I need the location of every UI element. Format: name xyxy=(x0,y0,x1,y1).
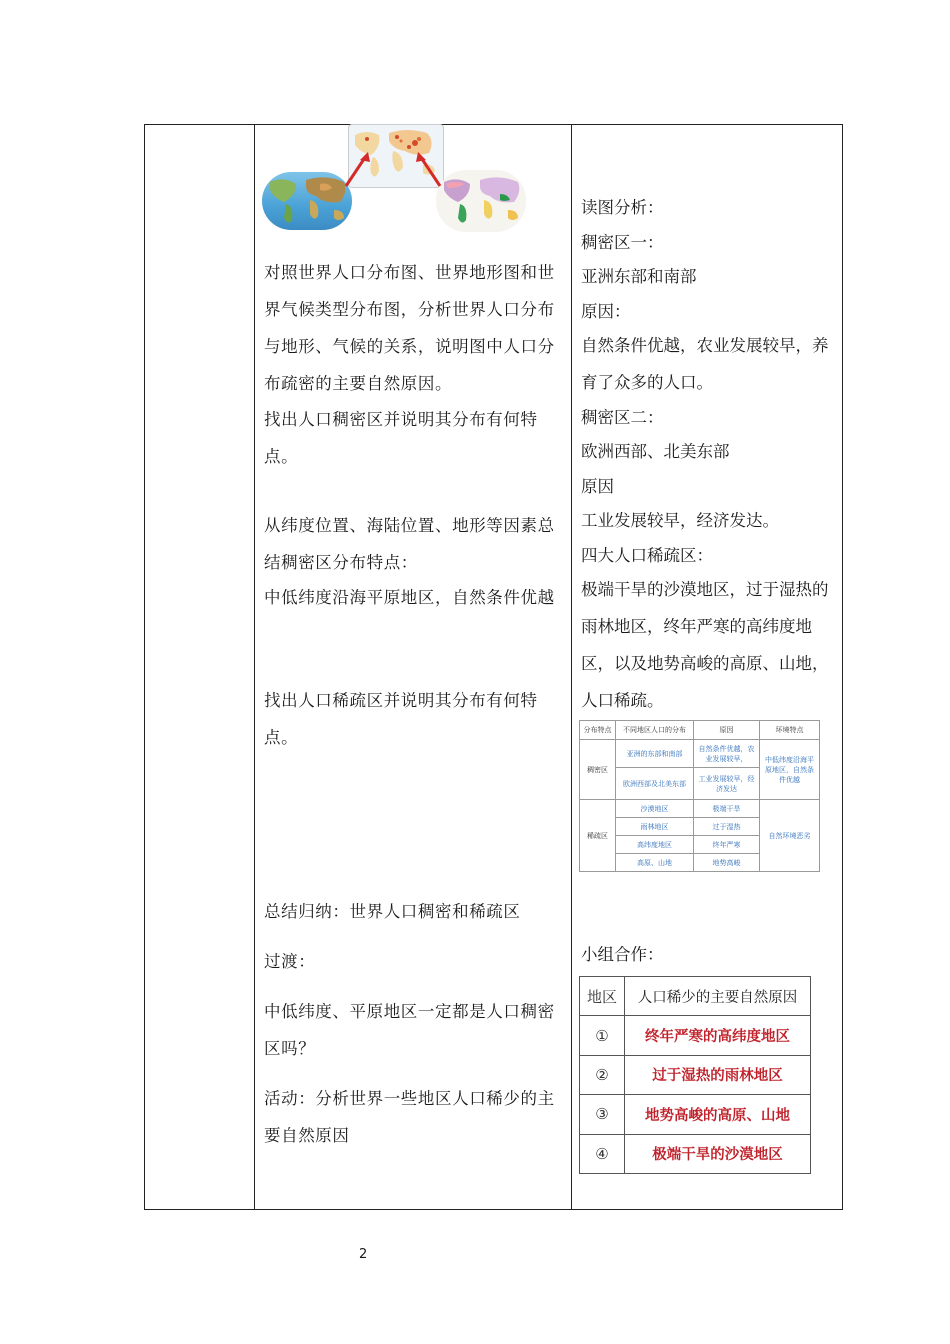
right-para-dense-1: 稠密区一： xyxy=(581,233,664,252)
left-para-conclusion: 总结归纳：世界人口稠密和稀疏区 xyxy=(264,902,521,921)
right-para-sparse: 四大人口稀疏区： xyxy=(581,546,713,565)
right-para-reason-2-text: 工业发展较早，经济发达。 xyxy=(581,511,779,530)
coop-row-reason: 过于湿热的雨林地区 xyxy=(625,1055,811,1094)
left-para-dense-feature: 中低纬度沿海平原地区，自然条件优越 xyxy=(264,588,555,607)
coop-row-num: ① xyxy=(580,1016,625,1055)
left-para-activity: 活动：分析世界一些地区人口稀少的主要自然原因 xyxy=(264,1089,555,1145)
coop-row-reason: 极端干旱的沙漠地区 xyxy=(625,1134,811,1173)
left-para-dense-question: 找出人口稠密区并说明其分布有何特点。 xyxy=(264,410,538,466)
coop-row-num: ② xyxy=(580,1055,625,1094)
coop-row-num: ④ xyxy=(580,1134,625,1173)
coop-row-num: ③ xyxy=(580,1095,625,1134)
right-para-read: 读图分析： xyxy=(581,198,664,217)
right-para-sparse-text: 极端干旱的沙漠地区，过于湿热的雨林地区，终年严寒的高纬度地区，以及地势高峻的高原、山地，人口稀疏。 xyxy=(581,580,829,710)
sparse-region: 雨林地区 xyxy=(616,818,694,836)
right-para-reason-1: 原因： xyxy=(581,302,631,321)
coop-row-reason: 地势高峻的高原、山地 xyxy=(625,1095,811,1134)
dense-reason: 自然条件优越，农业发展较早， xyxy=(694,740,760,768)
column-divider-1 xyxy=(254,124,255,1210)
right-para-reason-2: 原因 xyxy=(581,477,614,496)
column-divider-2 xyxy=(571,124,572,1210)
coop-header-reason: 人口稀少的主要自然原因 xyxy=(625,977,811,1016)
page-number: 2 xyxy=(359,1247,368,1262)
right-para-asia: 亚洲东部和南部 xyxy=(581,267,697,286)
left-para-question: 中低纬度、平原地区一定都是人口稠密区吗？ xyxy=(264,1002,555,1058)
dense-env: 中低纬度沿海平原地区，自然条件优越 xyxy=(760,740,820,800)
left-para-transition: 过渡： xyxy=(264,952,316,971)
left-para-summary-factors: 从纬度位置、海陆位置、地形等因素总结稠密区分布特点： xyxy=(264,516,555,572)
sparse-region: 高原、山地 xyxy=(616,854,694,872)
right-para-group: 小组合作： xyxy=(581,945,664,964)
sparse-region: 高纬度地区 xyxy=(616,836,694,854)
summary-header: 原因 xyxy=(694,721,760,740)
right-para-europe: 欧洲西部、北美东部 xyxy=(581,442,730,461)
sparse-env: 自然环境恶劣 xyxy=(760,800,820,872)
dense-label: 稠密区 xyxy=(580,740,616,800)
sparse-reason: 极端干旱 xyxy=(694,800,760,818)
coop-row-reason: 终年严寒的高纬度地区 xyxy=(625,1016,811,1055)
summary-header: 环境特点 xyxy=(760,721,820,740)
sparse-reason: 终年严寒 xyxy=(694,836,760,854)
map-arrows xyxy=(340,150,450,190)
summary-header: 不同地区人口的分布 xyxy=(616,721,694,740)
left-para-sparse-question: 找出人口稀疏区并说明其分布有何特点。 xyxy=(264,691,538,747)
right-para-dense-2: 稠密区二： xyxy=(581,408,664,427)
sparse-reason: 地势高峻 xyxy=(694,854,760,872)
dense-region: 亚洲的东部和南部 xyxy=(616,740,694,768)
world-terrain-map xyxy=(262,172,352,230)
coop-table xyxy=(579,976,811,1174)
summary-table xyxy=(579,720,820,872)
left-para-analysis: 对照世界人口分布图、世界地形图和世界气候类型分布图，分析世界人口分布与地形、气候的关系，说明图中人口分布疏密的主要自然原因。 xyxy=(264,263,555,393)
right-para-reason-1-text: 自然条件优越，农业发展较早，养育了众多的人口。 xyxy=(581,336,829,392)
sparse-label: 稀疏区 xyxy=(580,800,616,872)
sparse-reason: 过于湿热 xyxy=(694,818,760,836)
dense-reason: 工业发展较早，经济发达 xyxy=(694,768,760,800)
coop-header-region: 地区 xyxy=(580,977,625,1016)
dense-region: 欧洲西部及北美东部 xyxy=(616,768,694,800)
sparse-region: 沙漠地区 xyxy=(616,800,694,818)
summary-header: 分布特点 xyxy=(580,721,616,740)
